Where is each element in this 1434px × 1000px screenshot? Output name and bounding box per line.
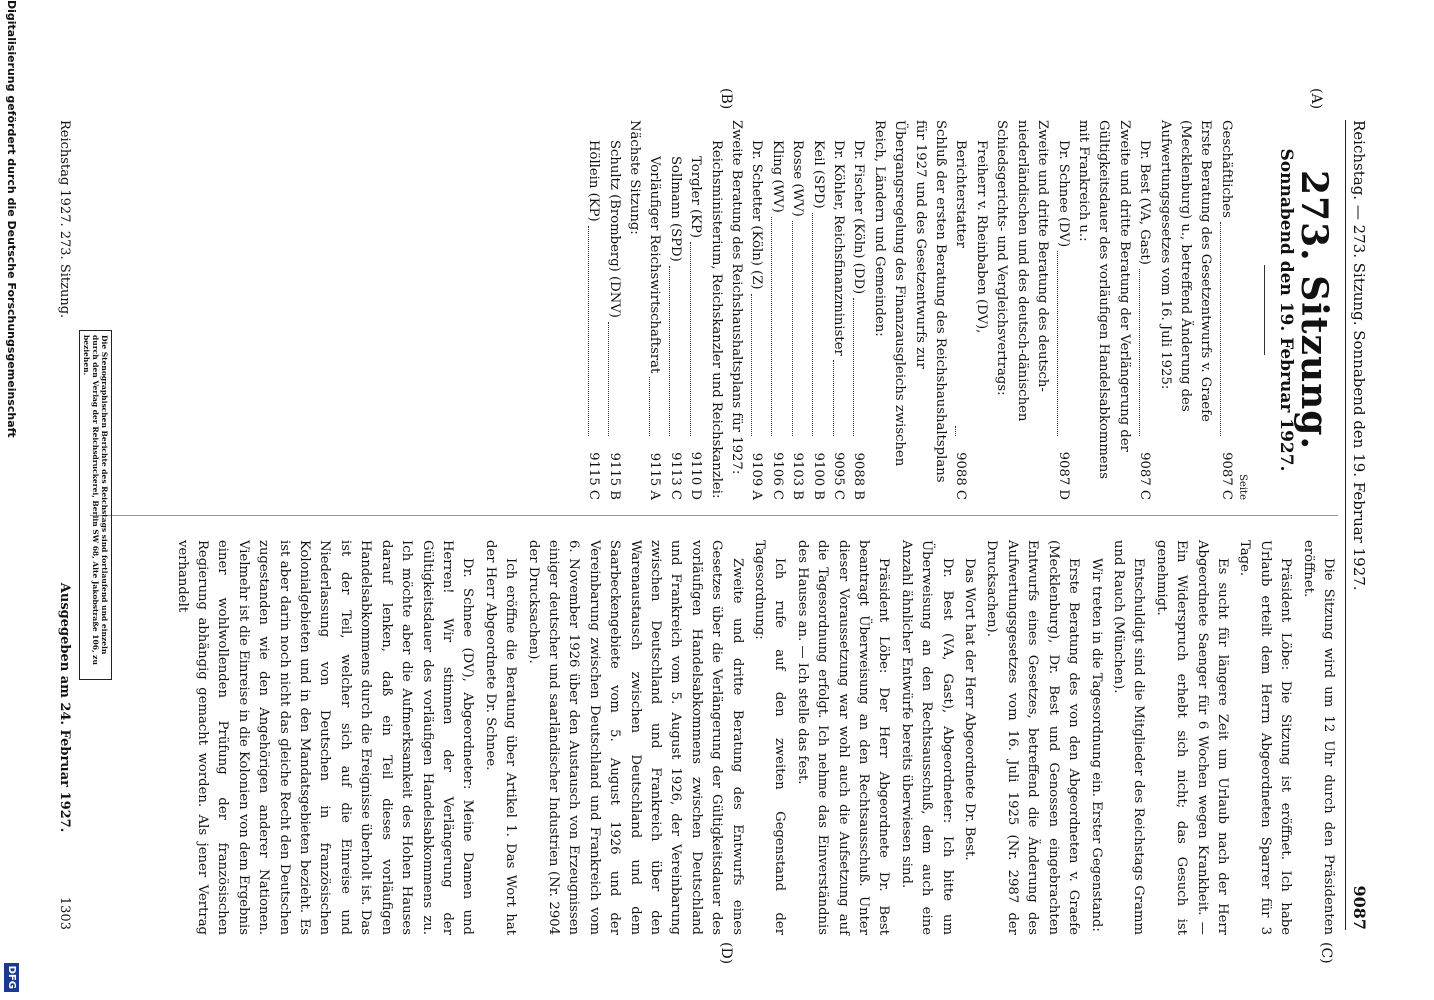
toc-entry-text: Schluß der ersten Beratung des Reichshaushaltsplans für 1927 und des Gesetzentwurfs zur Übergangsregelung des Finanzausgleichs zwischen Reich, Ländern und Gemeinden: (871, 120, 949, 483)
toc-leader-dots (812, 213, 813, 436)
toc-entry (705, 120, 725, 500)
toc-page-ref: 9095 C (831, 452, 847, 500)
toc-entry (746, 120, 766, 500)
toc-entry-text: Geschäftliches (1218, 120, 1234, 218)
toc-entry (664, 120, 684, 500)
toc-page-ref: 9087 C (1137, 452, 1153, 500)
toc-entry (685, 120, 705, 500)
toc-page-ref: 9113 C (667, 452, 683, 500)
toc-leader-dots (690, 242, 691, 436)
title-rule (1264, 265, 1265, 355)
margin-mark-b: (B) (718, 88, 734, 110)
toc-entry (828, 120, 848, 500)
toc-entry-text: Torgler (KP) (688, 156, 704, 238)
margin-mark-c: (C) (1318, 942, 1334, 964)
toc-entry-text: Zweite und dritte Beratung der Verlängerung der Gültigkeitsdauer des vorläufigen Handelsabkommens mit Frankreich u.: (1075, 120, 1132, 479)
session-date: Sonnabend den 19. Februar 1927. (1275, 148, 1296, 472)
toc-entry-text: Keil (SPD) (810, 140, 826, 209)
table-of-contents (583, 120, 1236, 500)
body-paragraph: Erste Beratung des von den Abgeordneten v. Graefe (Mecklenburg), Dr. Best und Genossen eingebrachten Entwurfs eines Gesetzes, betreffend die Änderung des Aufwertungsgesetzes vom 16. Juli 1925 (Nr. 2987 der Drucksachen). (984, 540, 1082, 935)
toc-entry (807, 120, 827, 500)
body-paragraph: Wir treten in die Tagesordnung ein. Erster Gegenstand: (1088, 558, 1104, 932)
toc-page-ref: 9109 A (749, 452, 765, 500)
toc-page-ref: 9106 C (769, 452, 785, 500)
toc-leader-dots (1139, 269, 1140, 436)
toc-entry (950, 120, 991, 500)
publisher-stamp: Die Stenographischen Berichte des Reichstags sind fortlaufend und einzeln durch den Verlag der Reichsdruckerei, Berlin SW 68, Alte Jakobstraße 106, zu beziehen. (79, 330, 112, 680)
footer-right: 1303 (57, 896, 72, 930)
toc-leader-dots (771, 217, 772, 436)
toc-entry (1052, 120, 1072, 500)
toc-entry-text: Nächste Sitzung: (627, 120, 642, 235)
toc-entry-text: Dr. Best (VA, Gast) (1137, 140, 1153, 265)
body-paragraph: Die Sitzung wird um 12 Uhr durch den Präsidenten eröffnet. (1300, 540, 1336, 935)
toc-entry (991, 120, 1052, 500)
toc-page-ref: 9087 D (1055, 451, 1071, 500)
toc-entry (603, 120, 623, 500)
toc-entry (868, 120, 950, 500)
seite-label: Seite (1237, 474, 1249, 500)
body-paragraph: Präsident Löbe: Die Sitzung ist eröffnet. Ich habe Urlaub erteilt dem Herrn Abgeordneten Sparrer für 3 Tage. (1237, 540, 1294, 935)
toc-page-ref: 9100 B (810, 452, 826, 500)
margin-mark-d: (D) (718, 942, 734, 965)
body-paragraph: Das Wort hat der Herr Abgeordnete Dr. Best. (962, 558, 978, 861)
toc-entry (1215, 120, 1235, 500)
digitization-banner (0, 0, 24, 1000)
toc-entry-text: Zweite Beratung des Reichshaushaltsplans für 1927: (729, 120, 745, 475)
body-paragraph: Ich rufe auf den zweiten Gegenstand der Tagesordnung: (752, 540, 788, 935)
toc-leader-dots (608, 322, 609, 436)
toc-entry (787, 120, 807, 500)
toc-entry-text: Kling (WV) (769, 140, 785, 213)
header-page-number: 9087 (1350, 885, 1369, 930)
toc-entry-text: Dr. Fischer (Köln) (DD) (851, 140, 867, 295)
toc-page-ref: 9088 B (851, 452, 867, 500)
header-text: Reichstag. — 273. Sitzung. Sonnabend den 19. Februar 1927. (1350, 120, 1368, 591)
body-paragraph: Zweite und dritte Beratung des Entwurfs eines Gesetzes über die Verlängerung der Gültigkeitsdauer des vorläufigen Handelsabkommens zwischen Deutschland und Frankreich vom 5. August 1926, der Vereinbarung zwischen Deutschland und Frankreich über den Warenaustausch zwischen Deutschland und dem Saarbeckengebiete vom 5. August 1926 und der Vereinbarung zwischen Deutschland und Frankreich vom 6. November 1926 über den Austausch von Erzeugnissen einiger deutscher und saarländischer Industrien (Nr. 2904 der Drucksachen). (525, 540, 745, 935)
digitization-text: Digitalisierung gefördert durch die Deutsche Forschungsgemeinschaft (5, 0, 19, 438)
body-paragraph: Es sucht für längere Zeit um Urlaub nach der Herr Abgeordnete Saenger für 6 Wochen wegen Krankheit. — Ein Widerspruch erhebt sich nicht; das Gesuch ist genehmigt. (1153, 540, 1230, 935)
page-footer (57, 120, 72, 930)
footer-issued: Ausgegeben am 24. Februar 1927. (57, 582, 72, 833)
toc-page-ref: 9103 B (790, 452, 806, 500)
toc-entry-text: Rosse (WV) (790, 140, 806, 217)
toc-entry-text: Dr. Köhler, Reichsfinanzminister (831, 140, 847, 356)
session-title: 273. Sitzung. (1293, 169, 1335, 450)
toc-entry (1154, 120, 1215, 500)
toc-leader-dots (649, 377, 650, 436)
dfg-logo: DFG (5, 963, 20, 992)
body-paragraph: Dr. Best (VA, Gast), Abgeordneter: Ich bitte um Überweisung an den Rechtsausschuß, dem auch eine Anzahl ähnlicher Entwürfe bereits überwiesen sind. (898, 540, 955, 935)
toc-leader-dots (792, 221, 793, 436)
toc-entry (583, 120, 603, 500)
body-paragraph: Präsident Löbe: Der Herr Abgeordnete Dr. Best beantragt Überweisung an den Rechtsausschuß. Unter dieser Voraussetzung war wohl auch die Aufsetzung auf die Tagesordnung erfolgt. Ich nehme das Einverständnis des Hauses an. — Ich stelle das fest. (794, 540, 892, 935)
right-column (90, 540, 1338, 935)
body-paragraph: Ich eröffne die Beratung über Artikel 1. Das Wort hat der Herr Abgeordnete Dr. Schnee. (482, 540, 519, 935)
toc-page-ref: 9087 C (1218, 452, 1234, 500)
toc-entry-text: Dr. Schnee (DV) (1055, 140, 1071, 248)
toc-entry-text: Freiherr v. Rheinbaben (DV), Berichterstatter (953, 140, 989, 334)
toc-entry-text: Dr. Schetter (Köln) (Z) (749, 140, 765, 290)
margin-mark-a: (A) (1308, 88, 1324, 110)
toc-entry-text: Vorläufiger Reichswirtschaftsrat (647, 156, 663, 374)
toc-leader-dots (955, 426, 956, 436)
toc-entry (726, 120, 746, 500)
toc-entry-text: Höllein (KP) (586, 140, 602, 222)
toc-entry-text: Sollmann (SPD) (667, 156, 683, 262)
toc-entry-text: Zweite und dritte Beratung des deutsch-niederländischen und des deutsch-dänischen Schiedsgerichts- und Vergleichsvertrags: (994, 120, 1051, 422)
body-paragraph: Dr. Schnee (DV), Abgeordneter: Meine Damen und Herren! Wir stimmen der Verlängerung der Gültigkeitsdauer des vorläufigen Handelsabkommens zu. Ich möchte aber die Aufmerksamkeit des Hohen Hauses darauf lenken, daß ein Teil dieses vorläufigen Handelsabkommens durch die Ereignisse überholt ist. Das ist der Teil, welcher sich auf die Einreise und Niederlassung von Deutschen in französischen Kolonialgebieten und in den Mandatsgebieten bezieht. Es ist aber darin noch nicht das gleiche Recht den Deutschen zugestanden wie den Angehörigen anderer Nationen. Vielmehr ist die Einreise in die Kolonien von dem Ergebnis einer wohlwollenden Prüfung der französischen Regierung abhängig gemacht worden. Als jener Vertrag verhandelt (174, 540, 476, 935)
toc-entry-text: Reichsministerium, Reichskanzler und Reichskanzlei: (708, 140, 724, 499)
toc-page-ref: 9088 C (953, 452, 969, 500)
toc-leader-dots (751, 294, 752, 436)
toc-entry (766, 120, 786, 500)
toc-page-ref: 9110 D (688, 451, 704, 500)
toc-entry (624, 120, 644, 500)
toc-entry-text: Schultz (Bromberg) (DNV) (606, 140, 622, 318)
toc-leader-dots (669, 266, 670, 436)
left-column (90, 120, 1338, 500)
toc-leader-dots (1057, 251, 1058, 436)
toc-entry (1134, 120, 1154, 500)
running-header (1345, 120, 1376, 930)
toc-entry (1073, 120, 1134, 500)
body-paragraph: Entschuldigt sind die Mitglieder des Reichstags Gramm und Rauch (München). (1110, 540, 1147, 935)
footer-left: Reichstag 1927. 273. Sitzung. (57, 120, 72, 319)
toc-entry (644, 120, 664, 500)
toc-leader-dots (1220, 222, 1221, 436)
toc-entry-text: Erste Beratung des Gesetzentwurfs v. Graefe (Mecklenburg) u., betreffend Änderung des Aufwertungsgesetzes vom 16. Juli 1925: (1157, 120, 1214, 422)
toc-leader-dots (833, 360, 834, 436)
column-divider (90, 515, 1338, 516)
toc-page-ref: 9115 B (606, 452, 622, 500)
toc-page-ref: 9115 C (586, 452, 602, 500)
toc-page-ref: 9115 A (647, 452, 663, 500)
toc-leader-dots (588, 226, 589, 436)
toc-entry (848, 120, 868, 500)
toc-leader-dots (853, 298, 854, 436)
